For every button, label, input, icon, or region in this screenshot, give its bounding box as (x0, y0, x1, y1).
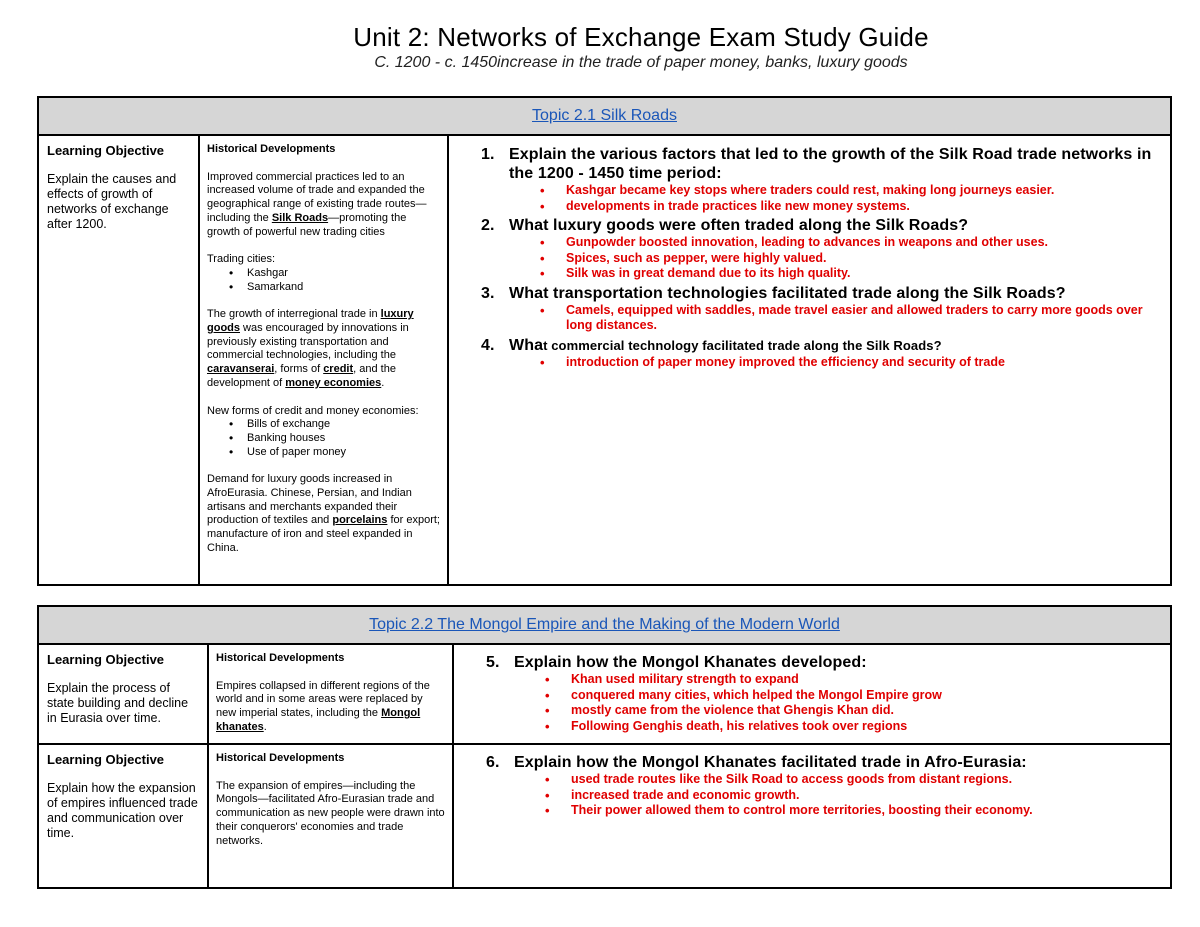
term-porcelains: porcelains (332, 514, 388, 527)
question-6: 6. Explain how the Mongol Khanates facilitated trade in Afro-Eurasia: (486, 754, 1027, 771)
answer-item: • developments in trade practices like new money systems. (566, 199, 1160, 215)
question-5: 5. Explain how the Mongol Khanates developed: (486, 654, 867, 671)
answers-3 (482, 303, 1160, 336)
topic-2-2-header (38, 606, 1171, 644)
list-item: • Use of paper money (247, 446, 440, 460)
questions-cell (453, 644, 1171, 744)
historical-developments-label: Historical Developments (207, 143, 336, 155)
hd-paragraph-2: The growth of interregional trade in luxury goods was encouraged by innovations in previously existing transportation and commercial technologies, including the caravanserai, forms of credit, and the development of money economies. (207, 308, 414, 389)
historical-developments-label: Historical Developments (216, 652, 345, 664)
learning-objective-text: Explain the causes and effects of growth of networks of exchange after 1200. (47, 172, 177, 231)
term-caravanserai: caravanserai (207, 363, 275, 376)
term-mongol-khanates: Mongol khanates (216, 707, 421, 733)
answers-2 (482, 235, 1160, 284)
answers-5 (487, 672, 1160, 736)
answer-item: • conquered many cities, which helped the Mongol Empire grow (571, 688, 1160, 704)
list-item: • Kashgar (247, 267, 440, 281)
answers-1 (482, 183, 1160, 216)
question-3: 3. What transportation technologies facilitated trade along the Silk Roads? (481, 284, 1066, 302)
historical-developments-cell (208, 644, 453, 744)
list-item: • Banking houses (247, 432, 440, 446)
answer-item: • introduction of paper money improved the efficiency and security of trade (566, 355, 1160, 371)
term-luxury-goods: luxury goods (207, 308, 414, 335)
learning-objective-cell (38, 135, 199, 585)
learning-objective-cell (38, 644, 208, 744)
list-item: • Bills of exchange (247, 418, 440, 432)
hd-paragraph: Empires collapsed in different regions of the world and in some areas were replaced by new imperial states, including the Mongol khanates. (216, 679, 430, 733)
answer-item: • Camels, equipped with saddles, made travel easier and allowed traders to carry more goods over long distances. (566, 303, 1160, 334)
question-1: 1. Explain the various factors that led to the growth of the Silk Road trade networks in the 1200 - 1450 time period: (481, 146, 1152, 182)
answer-item: • Their power allowed them to control more territories, boosting their economy. (571, 803, 1160, 819)
answer-item: • increased trade and economic growth. (571, 788, 1160, 804)
topic-2-1-header (38, 97, 1171, 135)
historical-developments-label: Historical Developments (216, 752, 345, 764)
answer-item: • Gunpowder boosted innovation, leading to advances in weapons and other uses. (566, 235, 1160, 251)
term-silk-roads: Silk Roads (271, 211, 329, 224)
answers-6 (487, 772, 1160, 821)
answer-item: • Khan used military strength to expand (571, 672, 1160, 688)
historical-developments-cell (199, 135, 448, 585)
topic-2-1-table (37, 96, 1172, 586)
topic-2-1-link[interactable]: Topic 2.1 Silk Roads (532, 107, 677, 124)
page-subtitle: C. 1200 - c. 1450increase in the trade of paper money, banks, luxury goods (374, 54, 908, 71)
hd-paragraph: The expansion of empires—including the Mongols—facilitated Afro-Eurasian trade and communication as new people were drawn into their conquerors' economies and trade networks. (216, 779, 445, 847)
questions-cell (448, 135, 1171, 585)
credit-list (207, 418, 440, 459)
hd-paragraph-3: Demand for luxury goods increased in AfroEurasia. Chinese, Persian, and Indian artisans and merchants expanded their production of textiles and porcelains for export; manufacture of iron and steel expanded in China. (207, 473, 440, 554)
learning-objective-label: Learning Objective (47, 752, 165, 767)
term-money-economies: money economies (285, 376, 382, 389)
answer-item: • used trade routes like the Silk Road to access goods from distant regions. (571, 772, 1160, 788)
questions-cell (453, 744, 1171, 888)
answer-item: • Spices, such as pepper, were highly valued. (566, 251, 1160, 267)
hd-paragraph-1: Improved commercial practices led to an increased volume of trade and expanded the geographical range of existing trade routes— including the Silk Roads—promoting the growth of powerful new trading cities (207, 170, 427, 238)
learning-objective-label: Learning Objective (47, 143, 165, 158)
learning-objective-label: Learning Objective (47, 652, 165, 667)
answer-item: • Kashgar became key stops where traders could rest, making long journeys easier. (566, 183, 1160, 199)
term-credit: credit (323, 363, 354, 376)
learning-objective-cell (38, 744, 208, 888)
learning-objective-text: Explain the process of state building and decline in Eurasia over time. (47, 681, 189, 725)
historical-developments-cell (208, 744, 453, 888)
trading-cities-list (207, 267, 440, 294)
question-2: 2. What luxury goods were often traded along the Silk Roads? (481, 217, 969, 234)
question-4: 4. What commercial technology facilitated trade along the Silk Roads? (481, 336, 942, 354)
list-item: • Samarkand (247, 281, 440, 295)
learning-objective-text: Explain how the expansion of empires influenced trade and communication over time. (47, 781, 198, 840)
trading-cities-label: Trading cities: (207, 253, 276, 266)
topic-2-2-table (37, 605, 1172, 889)
page-title: Unit 2: Networks of Exchange Exam Study Guide (353, 22, 929, 52)
answer-item: • mostly came from the violence that Ghengis Khan did. (571, 703, 1160, 719)
credit-label: New forms of credit and money economies: (207, 404, 419, 417)
topic-2-2-link[interactable]: Topic 2.2 The Mongol Empire and the Making of the Modern World (369, 616, 840, 633)
answer-item: • Following Genghis death, his relatives took over regions (571, 719, 1160, 735)
answer-item: • Silk was in great demand due to its high quality. (566, 266, 1160, 282)
answers-4 (482, 355, 1160, 373)
